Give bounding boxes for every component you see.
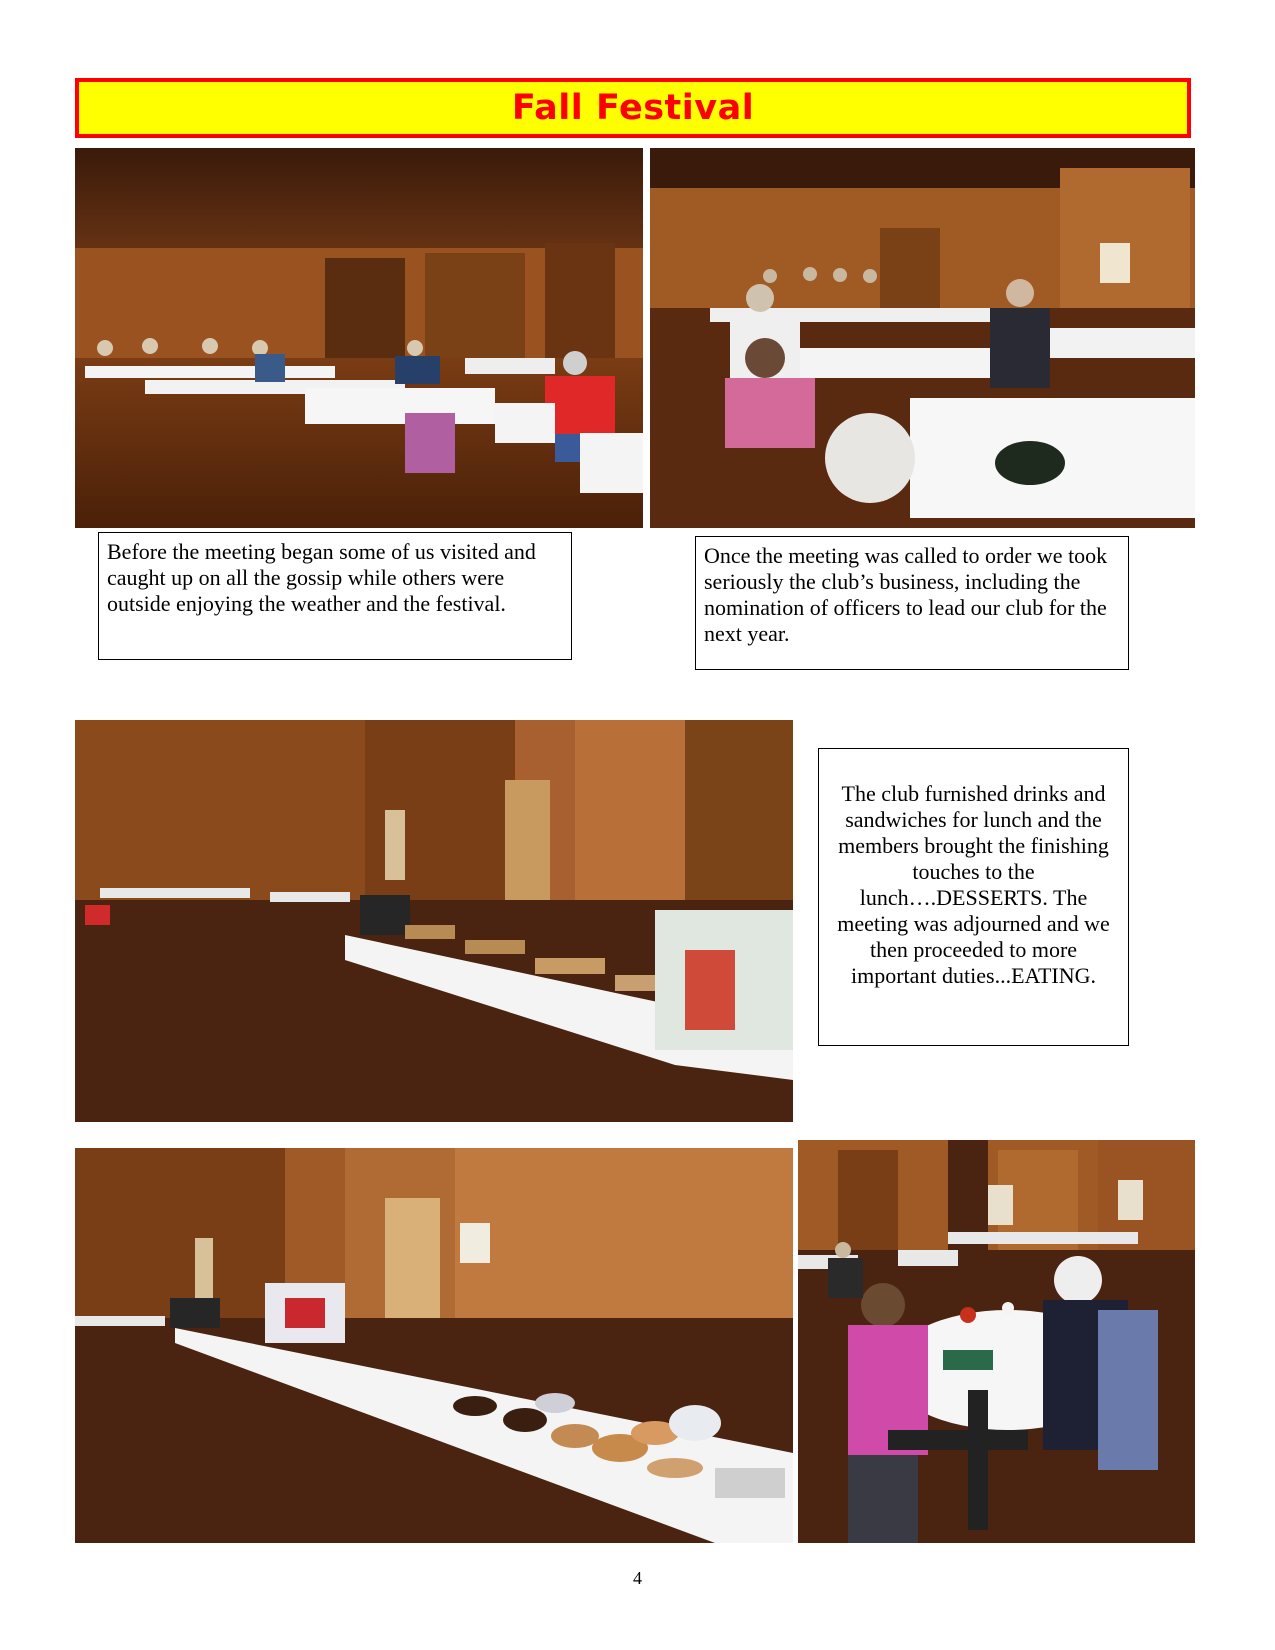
photo-members-eating	[798, 1140, 1195, 1543]
caption-before-meeting: Before the meeting began some of us visited and caught up on all the gossip while others were outside enjoying the weather and the festival.	[98, 532, 572, 660]
photo-meeting-room-before	[75, 148, 643, 528]
page-title: Fall Festival	[511, 88, 755, 128]
page-number: 4	[633, 1568, 642, 1588]
photo-meeting-in-session	[650, 148, 1195, 528]
photo-dessert-table	[75, 1148, 793, 1543]
caption-meeting-order: Once the meeting was called to order we took seriously the club’s business, including the nomination of officers to lead our club for the next year.	[695, 536, 1129, 670]
photo-lunch-table	[75, 720, 793, 1122]
title-banner	[75, 78, 1191, 138]
caption-lunch: The club furnished drinks and sandwiches for lunch and the members brought the finishing touches to the lunch….DESSERTS. The meeting was adjourned and we then proceeded to more important duties...EATING.	[818, 748, 1129, 1046]
